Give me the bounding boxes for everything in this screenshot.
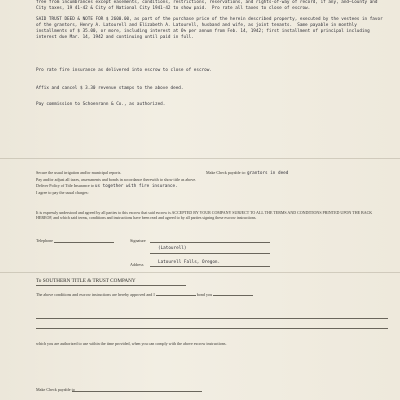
blank-line[interactable]: [36, 318, 388, 319]
make-check-bottom-line[interactable]: [72, 391, 202, 392]
title-conditions-text: free from incumbrances except easements, conditions, restrictions, reservations, and rights-of-way of record, if any, and—County and City taxes, 19 41-42 & City of National City 1941-42 to show paid. Pro rate all taxes to close of escrow.: [36, 0, 381, 12]
signature-typed: (Latourell): [158, 246, 187, 251]
approval-blank[interactable]: [156, 295, 196, 296]
make-check-label: Make Check payable to:: [206, 170, 246, 175]
company-underline: [36, 285, 186, 286]
approval-row: [36, 292, 388, 297]
address-line[interactable]: [150, 266, 270, 267]
address-label: Address: [130, 262, 144, 267]
trust-deed-text: SAID TRUST DEED & NOTE FOR $ 2600.00, as part of the purchase price of the herein described property, executed by the vestees in favor of the grantors, Henry A. Latourell and Elizabeth A. Latourell, husband and wife, as joint tenants. Same payable in monthly installments of $ 35.00, or more, including interest at 6% per annum from Feb. 14, 1942; first installment of principal including interest due Mar. 14, 1942 and continuing until paid in full.: [36, 17, 386, 41]
address-value: Latourell Falls, Oregon.: [158, 260, 221, 265]
policy-row: [36, 183, 388, 189]
commission-text: Pay commission to Schoenrann & Co., as authorized.: [36, 102, 166, 107]
fold-line: [0, 272, 400, 273]
legal-terms-text: It is expressly understood and agreed by all parties to this escrow that said escrow is ACCEPTED BY YOUR COMPANY SUBJECT TO ALL THE TERMS AND CONDITIONS PRINTED UPON THE BACK HEREOF, and which said terms, conditions and instructions have been read and agreed to by all parties signing these escrow instructions.: [36, 210, 373, 221]
authorize-text: which you are authorized to use within the time provided, when you can comply with the above escrow instructions.: [36, 341, 227, 346]
bond-blank[interactable]: [213, 295, 253, 296]
fire-insurance-text: Pro rate fire insurance as delivered into escrow to close of escrow.: [36, 68, 212, 73]
bond-text: bond you: [196, 292, 213, 297]
agree-charges-label: I agree to pay the usual charges:: [36, 190, 89, 195]
telephone-label: Telephone: [36, 238, 53, 243]
company-heading: To SOUTHERN TITLE & TRUST COMPANY: [36, 278, 136, 284]
signature-label: Signature: [130, 238, 146, 243]
policy-value[interactable]: us together with fire insurance.: [94, 184, 178, 189]
make-check-bottom-label: Make Check payable to: [36, 387, 75, 392]
make-check-group: [206, 170, 288, 176]
signature-line[interactable]: [150, 242, 270, 243]
fold-line: [0, 158, 400, 159]
pay-adjust-text: Pay and/or adjust all taxes, assessments and bonds in accordance therewith to show title as above.: [36, 177, 197, 182]
secure-reports-label: Secure the usual irrigation and/or municipal reports.: [36, 170, 122, 175]
policy-label: Deliver Policy of Title Insurance to: [36, 183, 94, 188]
revenue-stamps-text: Affix and cancel $ 3.30 revenue stamps to the above deed.: [36, 86, 184, 91]
telephone-line[interactable]: [54, 242, 114, 243]
signature-line-2[interactable]: [150, 253, 270, 254]
blank-line[interactable]: [36, 328, 388, 329]
secure-reports-row: [36, 170, 388, 175]
make-check-value[interactable]: grantors in deed: [246, 171, 289, 176]
approval-text: The above conditions and escrow instructions are hereby approved and I: [36, 292, 155, 297]
